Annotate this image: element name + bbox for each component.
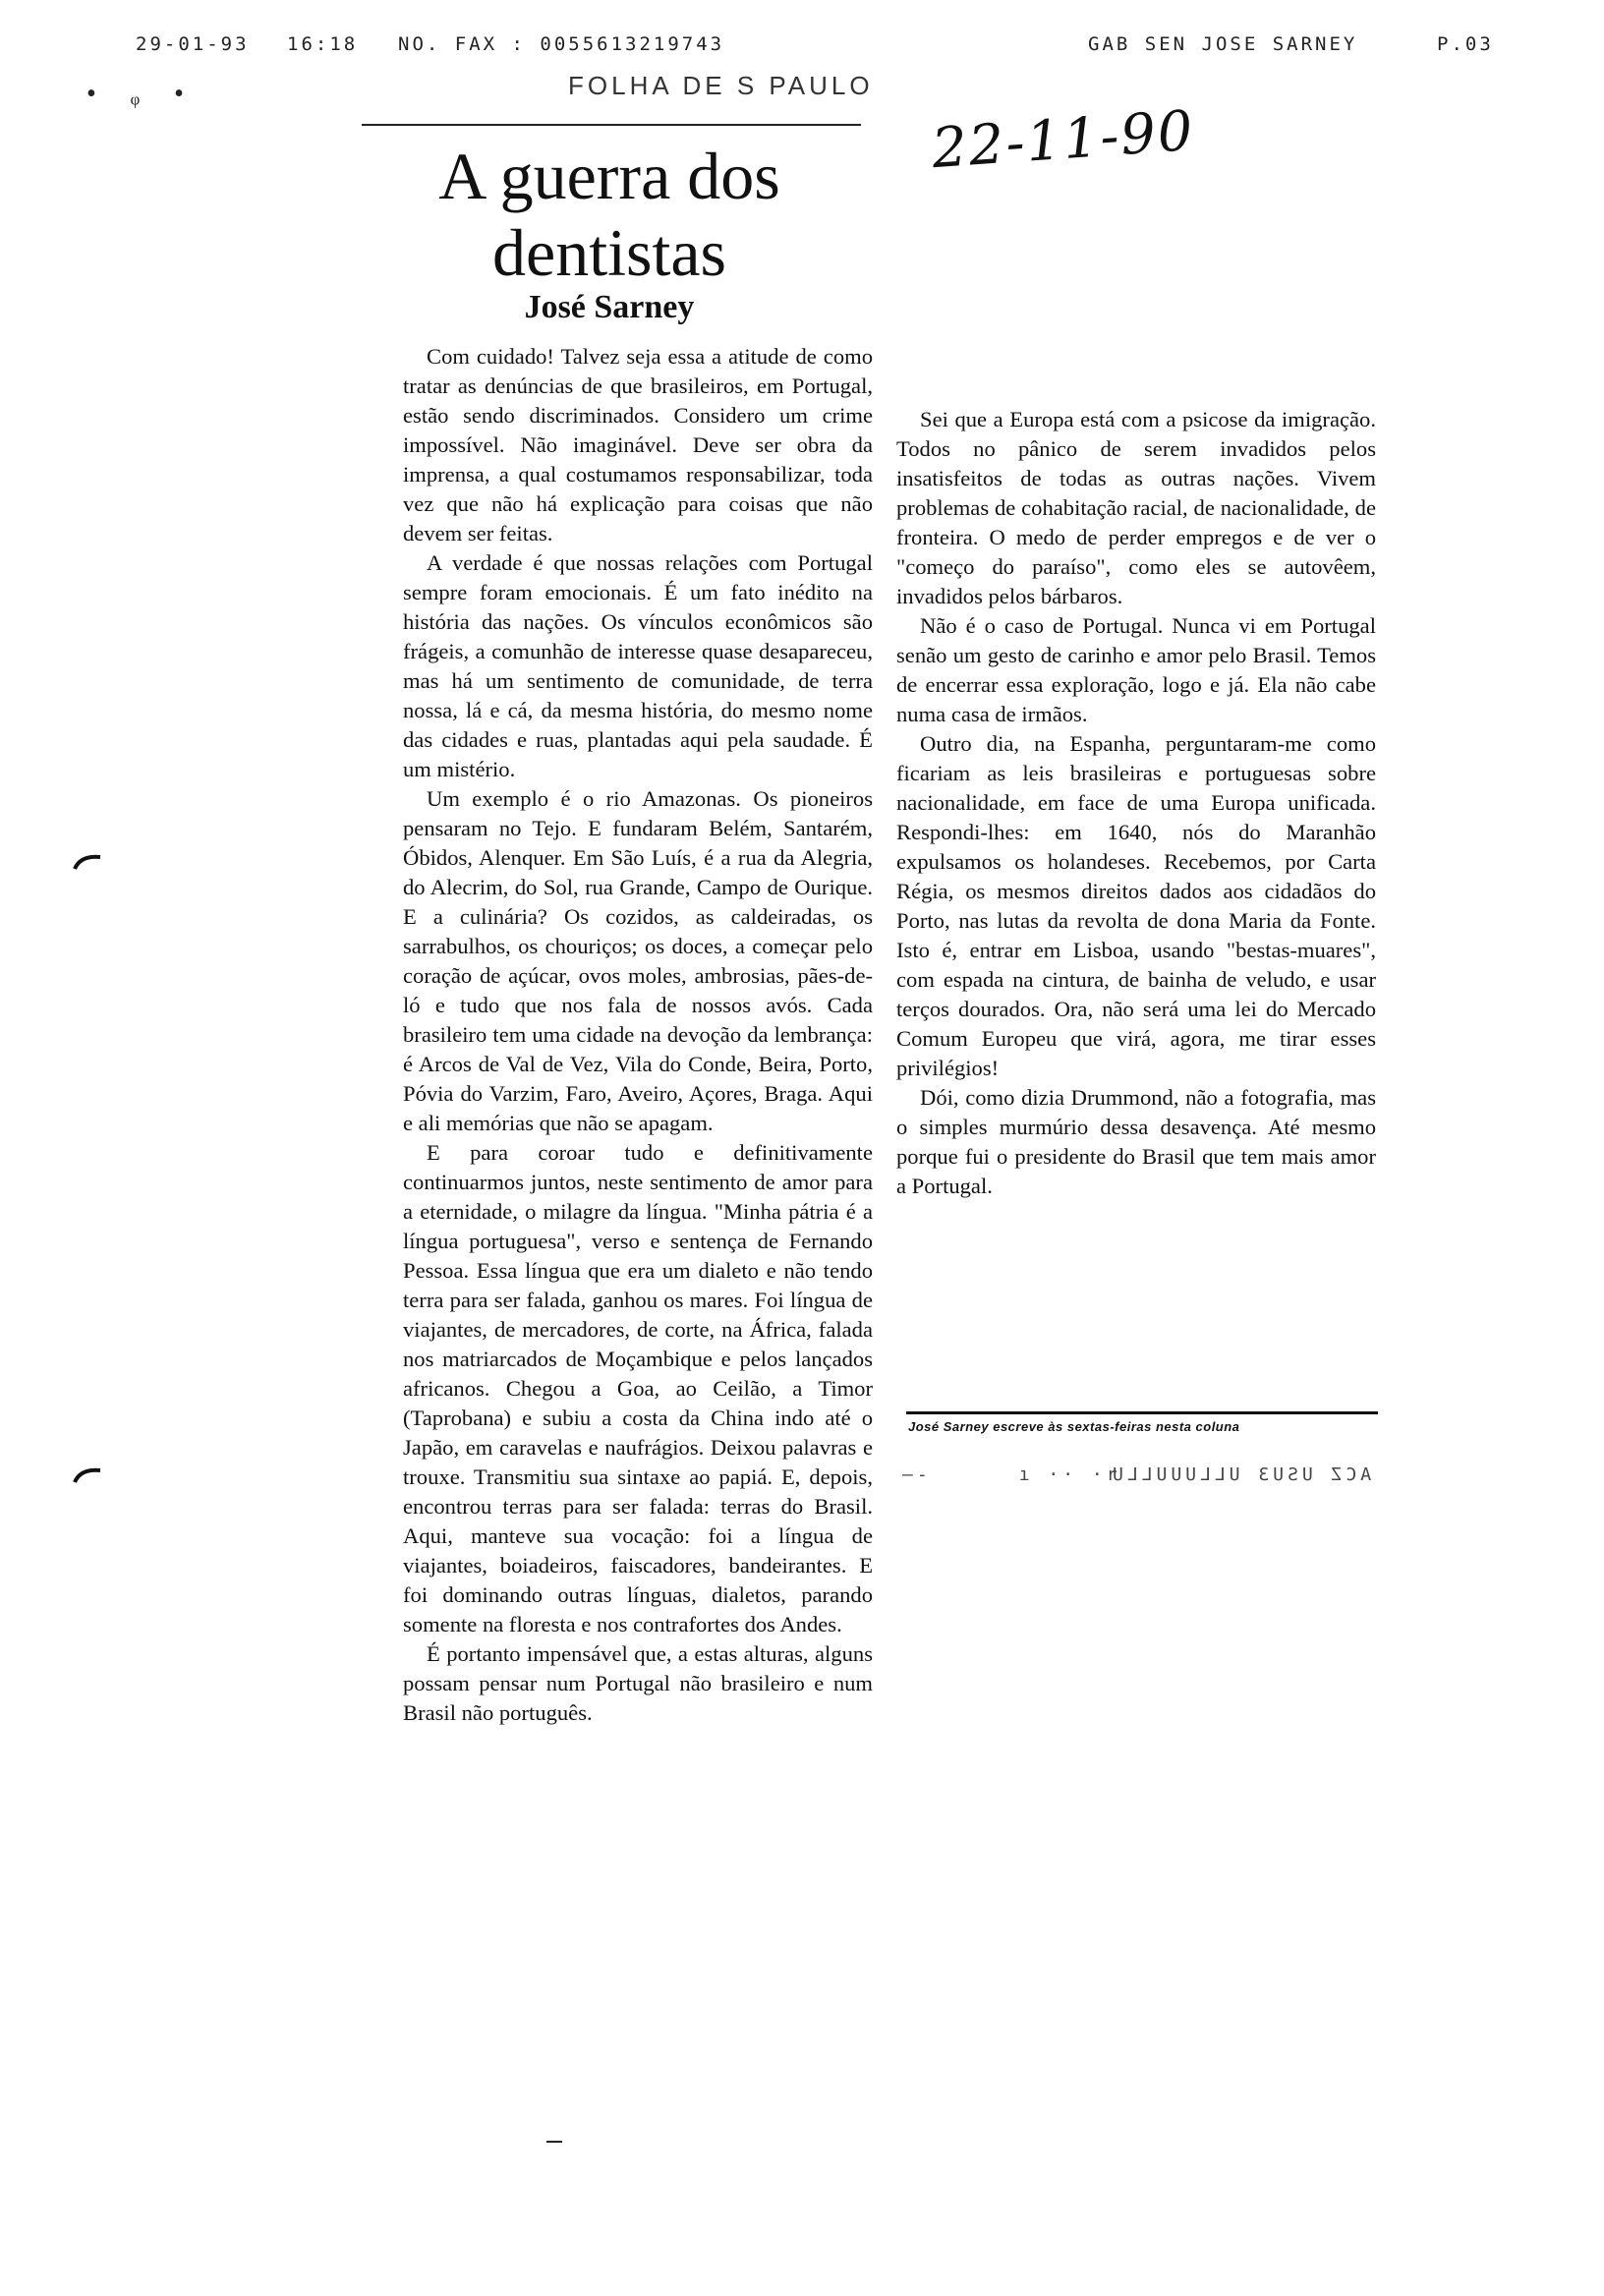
bleed-dash: —- ı ·· ·r — [902, 1464, 1121, 1485]
paragraph: Sei que a Europa está com a psicose da imigração. Todos no pânico de serem invadidos pelos insatisfeitos de todas as outras nações. Vivem problemas de cohabitação racial, de nacionalidade, de fronteira. O medo de perder empregos e de ver o "começo do paraíso", como eles se autovêem, invadidos pelos bárbaros. — [896, 407, 1376, 608]
fax-page-number: P.03 — [1437, 33, 1494, 55]
paragraph: Um exemplo é o rio Amazonas. Os pioneiros pensaram no Tejo. E fundaram Belém, Santarém, Óbidos, Alenquer. Em São Luís, é a rua da Alegria, do Alecrim, do Sol, rua Grande, Campo de Ourique. E a culinária? Os cozidos, as caldeiradas, os sarrabulhos, os chouriços; os doces, a começar pelo coração de açúcar, ovos moles, ambrosias, pães-de-ló e tudo que nos fala de nossos avós. Cada brasileiro tem uma cidade na devoção da lembrança: é Arcos de Val de Vez, Vila do Conde, Beira, Porto, Póvia do Varzim, Faro, Aveiro, Açores, Braga. Aqui e ali memórias que não se apagam. — [403, 786, 873, 1135]
end-mark — [546, 2141, 562, 2143]
paragraph: A verdade é que nossas relações com Portugal sempre foram emocionais. É um fato inédito na história das nações. Os vínculos econômicos são frágeis, a comunhão de interesse quase desapareceu, mas há um sentimento de comunidade, de terra nossa, lá e cá, da mesma história, do mesmo nome das cidades e ruas, plantadas aqui pela saudade. É um mistério. — [403, 550, 873, 781]
paragraph: Dói, como dizia Drummond, não a fotografia, mas o simples murmúrio dessa desavença. Até mesmo porque fui o presidente do Brasil que tem mais amor a Portugal. — [896, 1085, 1376, 1198]
fax-date: 29-01-93 — [136, 33, 250, 55]
paragraph: Não é o caso de Portugal. Nunca vi em Portugal senão um gesto de carinho e amor pelo Brasil. Temos de encerrar essa exploração, logo e já. Ela não cabe numa casa de irmãos. — [896, 613, 1376, 726]
paragraph: Outro dia, na Espanha, perguntaram-me como ficariam as leis brasileiras e portuguesas sobre nacionalidade, em face de uma Europa unificada. Respondi-lhes: em 1640, nós do Maranhão expulsamos os holandeses. Recebemos, por Carta Régia, os mesmos direitos dados aos cidadãos do Porto, nas lutas da revolta de dona Maria da Fonte. Isto é, entrar em Lisboa, usando "bestas-muares", com espada na cintura, de bainha de veludo, e usar terços dourados. Ora, não será uma lei do Mercado Comum Europeu que virá, agora, me tirar esses privilégios! — [896, 731, 1376, 1080]
punch-hole-mark — [73, 1466, 102, 1484]
article-byline: José Sarney — [524, 289, 695, 325]
fax-time: 16:18 — [287, 33, 359, 55]
fax-header — [0, 28, 1604, 67]
handwritten-date: 22-11-90 — [930, 98, 1197, 182]
scan-marks: • ᵩ • — [86, 79, 198, 109]
paragraph: Com cuidado! Talvez seja essa a atitude de como tratar as denúncias de que brasileiros, em Portugal, estão sendo discriminados. Considero um crime impossível. Não imaginável. Deve ser obra da imprensa, a qual costumamos responsabilizar, toda vez que não há explicação para coisas que não devem ser feitas. — [403, 344, 873, 545]
article-column-right — [896, 405, 1376, 1201]
bleed-through-text — [902, 1464, 1394, 1490]
paragraph: E para coroar tudo e definitivamente continuarmos juntos, neste sentimento de amor para a eternidade, o milagre da língua. "Minha pátria é a língua portuguesa", verso e sentença de Fernando Pessoa. Essa língua que era um dialeto e não tendo terra para ser falada, ganhou os mares. Foi língua de viajantes, de mercadores, de corte, na África, falada nos matriarcados de Moçambique e pelos lançados africanos. Chegou a Goa, ao Ceilão, a Timor (Taprobana) e subiu a costa da China indo até o Japão, em caravelas e naufrágios. Deixou palavras e trouxe. Transmitiu sua sintaxe ao papiá. E, depois, encontrou terras para ser falada: terras do Brasil. Aqui, manteve sua vocação: foi a língua de viajantes, boiadeiros, faiscadores, bandeirantes. E foi dominando outras línguas, dialetos, parando somente na floresta e nos contrafortes dos Andes. — [403, 1140, 873, 1636]
punch-hole-mark — [73, 853, 102, 871]
headline-line-2: dentistas — [492, 215, 726, 290]
masthead-rule — [362, 124, 861, 126]
author-note-rule — [906, 1411, 1378, 1414]
fax-number: NO. FAX : 0055613219743 — [398, 33, 725, 55]
bleed-mirrored-text: ACZ USU3 ULLUUULLU — [1109, 1464, 1372, 1485]
article-column-left — [403, 342, 873, 1728]
fax-sender: GAB SEN JOSE SARNEY — [1088, 33, 1358, 55]
article-headline — [393, 138, 826, 291]
paragraph: É portanto impensável que, a estas alturas, alguns possam pensar num Portugal não brasileiro e num Brasil não português. — [403, 1641, 873, 1725]
headline-line-1: A guerra dos — [438, 139, 780, 213]
newspaper-masthead: FOLHA DE S PAULO — [568, 71, 874, 100]
author-note: José Sarney escreve às sextas-feiras nesta coluna — [908, 1419, 1240, 1434]
